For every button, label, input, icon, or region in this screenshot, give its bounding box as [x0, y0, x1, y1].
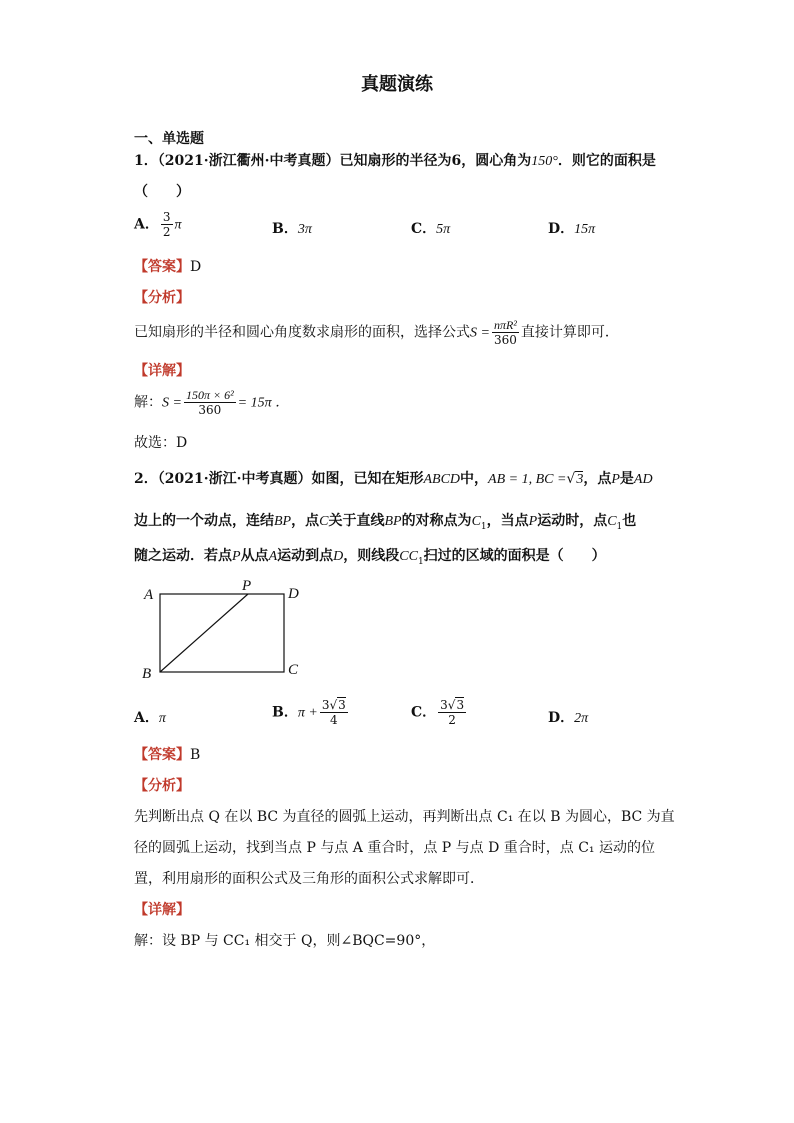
- q2-c1: C: [471, 514, 481, 529]
- q2-option-c-root: 3: [456, 698, 465, 712]
- label-b: B: [142, 666, 152, 682]
- q2-option-c-label: C．: [411, 704, 437, 721]
- q1-source: （2021·浙江衢州·中考真题）: [157, 153, 340, 169]
- section-heading: 一、单选题: [134, 131, 204, 147]
- q1-stem: [134, 150, 656, 170]
- q1-angle: 150°: [531, 154, 558, 169]
- q1-formula-lhs: S =: [470, 325, 490, 341]
- q1-option-b-value: 3π: [297, 222, 312, 237]
- q1-analysis-tag: 【分析】: [134, 290, 190, 306]
- q2-line3-e: 扫过的区域的面积是（ ）: [423, 548, 606, 564]
- q2-source: （2021·浙江·中考真题）: [157, 471, 312, 487]
- q2-rectangle-figure: [130, 576, 320, 686]
- q2-line1-c: ，点: [583, 471, 612, 487]
- q2-option-d-label: D．: [548, 710, 575, 726]
- q2-cc1: CC: [399, 549, 418, 564]
- q2-line3-a: 随之运动．若点: [134, 548, 232, 564]
- q2-ad: AD: [633, 472, 653, 487]
- q1-option-b-label: B．: [272, 221, 298, 237]
- q1-option-c: [411, 218, 450, 238]
- q2-point-a: A: [268, 549, 278, 564]
- q1-paren: （ ）: [134, 184, 190, 200]
- q1-option-d-label: D．: [548, 221, 575, 237]
- q2-option-b: B．π + $\frac{3√3}{4}$: [272, 698, 346, 727]
- q2-line2-a: 边上的一个动点，连结: [134, 513, 274, 529]
- q1-analysis-b: 直接计算即可．: [520, 324, 619, 341]
- q2-point-p-3: P: [232, 549, 241, 564]
- q1-option-a: [134, 210, 182, 239]
- rectangle-abcd: [160, 594, 284, 672]
- q1-detail: [134, 388, 289, 417]
- q1-formula-den: 360: [493, 333, 517, 347]
- q2-analysis-tag: 【分析】: [134, 778, 190, 794]
- q1-stem-a: 已知扇形的半径为6，圆心角为: [339, 153, 532, 169]
- q1-analysis-a: 已知扇形的半径和圆心角度数求扇形的面积，选择公式: [134, 324, 470, 341]
- q2-rect-name: ABCD: [423, 472, 461, 487]
- q2-number: 2．: [134, 471, 158, 487]
- q1-option-c-label: C．: [411, 221, 437, 237]
- q2-line2-d: 的对称点为: [401, 513, 472, 529]
- q2-detail-line-1: 解：设 BP 与 CC₁ 相交于 Q，则∠BQC=90°，: [134, 933, 436, 949]
- q1-number: 1．: [134, 153, 158, 169]
- q2-line2-f: 运动时，点: [537, 513, 608, 529]
- q2-option-d-value: 2π: [574, 711, 589, 726]
- q1-stem-b: ．则它的面积是: [557, 153, 656, 169]
- q1-conclusion: 故选：D: [134, 435, 188, 451]
- label-a: A: [144, 587, 154, 603]
- q2-line-3: [134, 545, 606, 567]
- q2-option-c-coef: 3: [440, 698, 448, 712]
- q2-line3-c: 运动到点: [277, 548, 334, 564]
- q2-option-b-label: B．: [272, 704, 298, 721]
- q2-given: AB = 1, BC =: [488, 472, 567, 487]
- q2-point-d: D: [333, 549, 344, 564]
- q2-analysis-line-1: 先判断出点 Q 在以 BC 为直径的圆弧上运动，再判断出点 C₁ 在以 B 为圆心，BC 为直: [134, 809, 675, 825]
- q1-option-d-value: 15π: [574, 222, 596, 237]
- q2-line-2: [134, 510, 636, 532]
- q1-option-a-num: 3: [162, 210, 171, 224]
- q2-line3-b: 从点: [240, 548, 269, 564]
- q1-option-c-value: 5π: [436, 222, 451, 237]
- q1-detail-lhs: S =: [162, 395, 182, 411]
- q2-option-c-den: 2: [448, 713, 456, 727]
- q2-line1-d: 是: [619, 471, 634, 487]
- q1-option-a-label: A．: [134, 216, 159, 233]
- q2-line2-c: 关于直线: [328, 513, 385, 529]
- q1-option-b: [272, 218, 312, 238]
- q2-c1-b: C: [607, 514, 617, 529]
- q2-analysis-line-2: 径的圆弧上运动，找到当点 P 与点 A 重合时，点 P 与点 D 重合时，点 C₁ 运动的位: [134, 840, 655, 856]
- q1-option-a-den: 2: [162, 225, 171, 239]
- label-d: D: [288, 586, 299, 602]
- q2-option-a-label: A．: [134, 710, 159, 726]
- q2-bp-2: BP: [384, 514, 402, 529]
- q2-line2-e: ，当点: [486, 513, 529, 529]
- q2-line-1: 2．（2021·浙江·中考真题）如图，已知在矩形ABCD中，AB = 1, BC =√3，点P是AD: [134, 471, 653, 487]
- q1-answer: [134, 256, 201, 276]
- q1-detail-den: 360: [198, 403, 222, 417]
- q2-option-b-pre: π +: [297, 705, 318, 721]
- q2-answer-tag: 【答案】: [134, 747, 190, 763]
- q1-detail-num: 150π × 6²: [185, 388, 234, 402]
- q2-option-a: [134, 707, 166, 727]
- q2-line1-a: 如图，已知在矩形: [311, 471, 424, 487]
- q2-option-d: [548, 707, 588, 727]
- q2-option-a-value: π: [158, 711, 166, 726]
- q2-c1-sub: 1: [480, 521, 487, 532]
- q2-line1-b: 中，: [460, 471, 489, 487]
- q1-detail-prefix: 解：: [134, 394, 162, 411]
- q2-option-c: C． $\frac{3√3}{2}$: [411, 698, 465, 727]
- q1-answer-value: D: [190, 259, 202, 275]
- q2-detail-tag: 【详解】: [134, 902, 190, 918]
- q2-option-b-den: 4: [329, 713, 338, 727]
- q2-answer-value: B: [190, 747, 201, 763]
- q1-option-a-pi: π: [174, 217, 182, 233]
- q2-point-p: P: [611, 472, 620, 487]
- label-c: C: [288, 662, 299, 678]
- q1-analysis: [134, 318, 619, 347]
- q1-formula-num: nπR²: [493, 318, 517, 332]
- q2-analysis-line-3: 置，利用扇形的面积公式及三角形的面积公式求解即可．: [134, 871, 484, 887]
- q1-detail-rhs: = 15π ．: [237, 395, 290, 411]
- q2-line2-g: 也: [622, 513, 637, 529]
- q2-line3-d: ，则线段: [343, 548, 400, 564]
- q2-bp: BP: [274, 514, 292, 529]
- q2-point-p-2: P: [528, 514, 538, 529]
- q1-answer-tag: 【答案】: [134, 259, 190, 275]
- q2-option-b-coef: 3: [321, 698, 330, 712]
- q2-c1-b-sub: 1: [616, 521, 623, 532]
- q2-option-b-root: 3: [338, 698, 346, 712]
- q2-given-root: 3: [576, 472, 584, 487]
- q1-option-d: [548, 218, 595, 238]
- q2-line2-b: ，点: [291, 513, 320, 529]
- page-title: 真题演练: [361, 74, 433, 95]
- q2-answer: [134, 744, 200, 764]
- q2-point-c: C: [319, 514, 329, 529]
- q2-cc1-sub: 1: [417, 556, 424, 567]
- segment-bp: [160, 594, 248, 672]
- q1-detail-tag: 【详解】: [134, 363, 190, 379]
- label-p: P: [242, 578, 252, 594]
